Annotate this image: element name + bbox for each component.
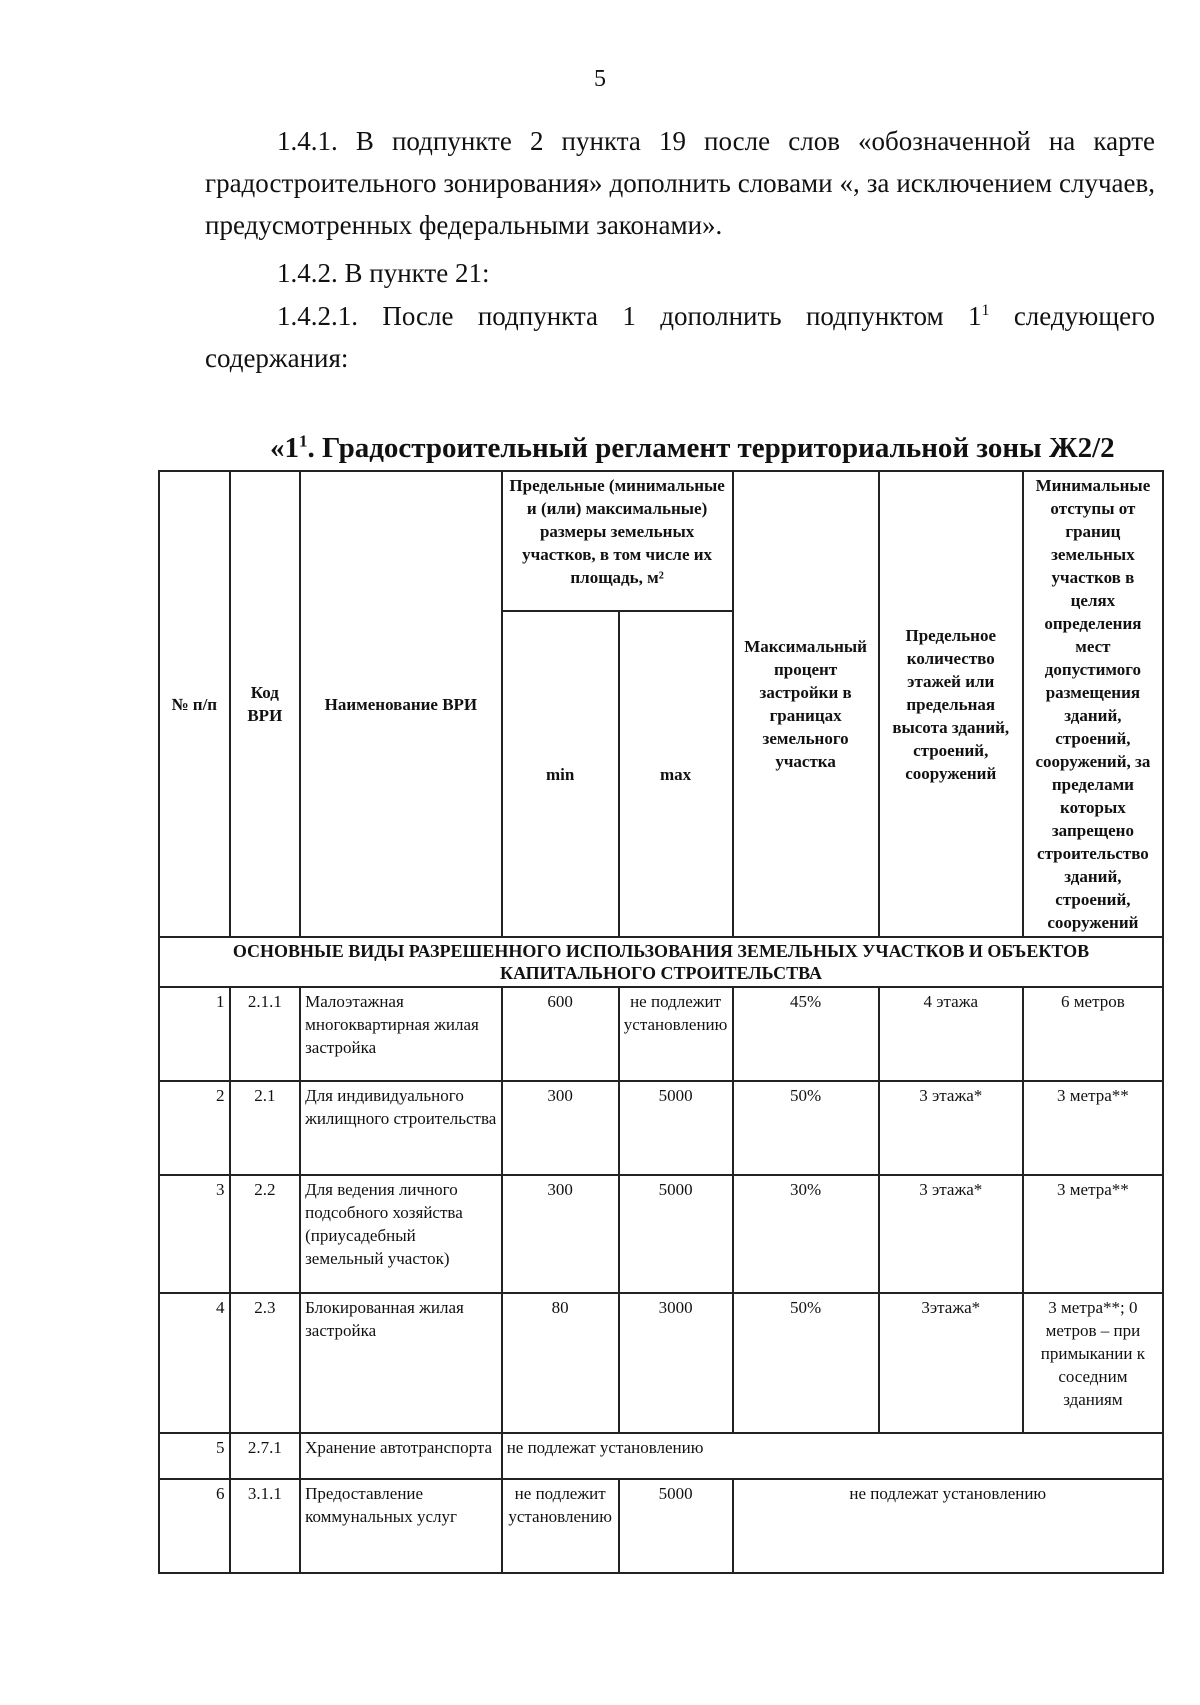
table-row bbox=[159, 1081, 1163, 1175]
table-row bbox=[159, 1433, 1163, 1479]
row-setback: 3 метра** bbox=[1023, 1175, 1163, 1293]
row-code: 2.7.1 bbox=[230, 1433, 301, 1479]
table-row bbox=[159, 1293, 1163, 1433]
row-percent: 30% bbox=[733, 1175, 879, 1293]
row-min: 600 bbox=[502, 987, 619, 1081]
header-max: max bbox=[619, 611, 733, 937]
header-min: min bbox=[502, 611, 619, 937]
row-floors: 3 этажа* bbox=[879, 1081, 1023, 1175]
row-name: Блокированная жилая застройка bbox=[300, 1293, 502, 1433]
header-setback: Минимальные отступы от границ земельных участков в целях определения мест допустимого размещения зданий, строений, сооружений, за пределами которых запрещено строительство зданий, строений, сооружений bbox=[1023, 471, 1163, 937]
row-number: 1 bbox=[159, 987, 230, 1081]
row-min: 300 bbox=[502, 1081, 619, 1175]
table-title bbox=[270, 432, 1115, 465]
row-number: 6 bbox=[159, 1479, 230, 1573]
row-name: Малоэтажная многоквартирная жилая застройка bbox=[300, 987, 502, 1081]
row-min: 300 bbox=[502, 1175, 619, 1293]
paragraph-1-4-2-1-tail: следующего содержания: bbox=[205, 301, 1155, 373]
row-code: 2.1.1 bbox=[230, 987, 301, 1081]
row-floors: 4 этажа bbox=[879, 987, 1023, 1081]
table-row bbox=[159, 1175, 1163, 1293]
row-code: 2.2 bbox=[230, 1175, 301, 1293]
paragraph-1-4-1: 1.4.1. В подпункте 2 пункта 19 после слов «обозначенной на карте градостроительного зонирования» дополнить словами «, за исключением случаев, предусмотренных федеральными законами». bbox=[205, 126, 1155, 240]
paragraph-superscript: 1 bbox=[981, 302, 990, 319]
header-number: № п/п bbox=[159, 471, 230, 937]
paragraph-1-4-2-1 bbox=[205, 295, 1155, 379]
row-max: 5000 bbox=[619, 1479, 733, 1573]
paragraph-1-4-2-1-text: 1.4.2.1. После подпункта 1 дополнить подпунктом 1 bbox=[277, 301, 982, 331]
page-number: 5 bbox=[594, 66, 606, 92]
row-name: Для индивидуального жилищного строительства bbox=[300, 1081, 502, 1175]
row-max: 5000 bbox=[619, 1175, 733, 1293]
header-max-percent: Максимальный процент застройки в границах земельного участка bbox=[733, 471, 879, 937]
row-floors: 3 этажа* bbox=[879, 1175, 1023, 1293]
table-title-text: . Градостроительный регламент территориальной зоны Ж2/2 bbox=[307, 432, 1115, 464]
header-floors: Предельное количество этажей или предельная высота зданий, строений, сооружений bbox=[879, 471, 1023, 937]
row-code: 3.1.1 bbox=[230, 1479, 301, 1573]
paragraph-1-4-2: 1.4.2. В пункте 21: bbox=[277, 258, 490, 288]
row-name: Предоставление коммунальных услуг bbox=[300, 1479, 502, 1573]
header-name: Наименование ВРИ bbox=[300, 471, 502, 937]
table-row bbox=[159, 987, 1163, 1081]
row-merged-value: не подлежат установлению bbox=[502, 1433, 1163, 1479]
row-floors: 3этажа* bbox=[879, 1293, 1023, 1433]
row-max: 3000 bbox=[619, 1293, 733, 1433]
header-lot-sizes: Предельные (минимальные и (или) максимальные) размеры земельных участков, в том числе их площадь, м² bbox=[502, 471, 733, 611]
row-number: 3 bbox=[159, 1175, 230, 1293]
row-number: 5 bbox=[159, 1433, 230, 1479]
row-setback: 3 метра** bbox=[1023, 1081, 1163, 1175]
row-min: не подлежит установлению bbox=[502, 1479, 619, 1573]
row-number: 2 bbox=[159, 1081, 230, 1175]
table-row bbox=[159, 1479, 1163, 1573]
row-code: 2.1 bbox=[230, 1081, 301, 1175]
row-number: 4 bbox=[159, 1293, 230, 1433]
row-max: не подлежит установлению bbox=[619, 987, 733, 1081]
header-code: Код ВРИ bbox=[230, 471, 301, 937]
row-name: Для ведения личного подсобного хозяйства (приусадебный земельный участок) bbox=[300, 1175, 502, 1293]
row-merged-value: не подлежат установлению bbox=[733, 1479, 1163, 1573]
row-name: Хранение автотранспорта bbox=[300, 1433, 502, 1479]
row-code: 2.3 bbox=[230, 1293, 301, 1433]
row-percent: 50% bbox=[733, 1081, 879, 1175]
table-title-superscript: 1 bbox=[299, 431, 308, 451]
row-setback: 6 метров bbox=[1023, 987, 1163, 1081]
row-max: 5000 bbox=[619, 1081, 733, 1175]
row-min: 80 bbox=[502, 1293, 619, 1433]
section-title: ОСНОВНЫЕ ВИДЫ РАЗРЕШЕННОГО ИСПОЛЬЗОВАНИЯ ЗЕМЕЛЬНЫХ УЧАСТКОВ И ОБЪЕКТОВ КАПИТАЛЬНОГО СТРОИТЕЛЬСТВА bbox=[159, 937, 1163, 987]
table-title-prefix: «1 bbox=[270, 432, 299, 464]
regulation-table bbox=[158, 470, 1164, 1574]
row-percent: 45% bbox=[733, 987, 879, 1081]
row-percent: 50% bbox=[733, 1293, 879, 1433]
row-setback: 3 метра**; 0 метров – при примыкании к соседним зданиям bbox=[1023, 1293, 1163, 1433]
